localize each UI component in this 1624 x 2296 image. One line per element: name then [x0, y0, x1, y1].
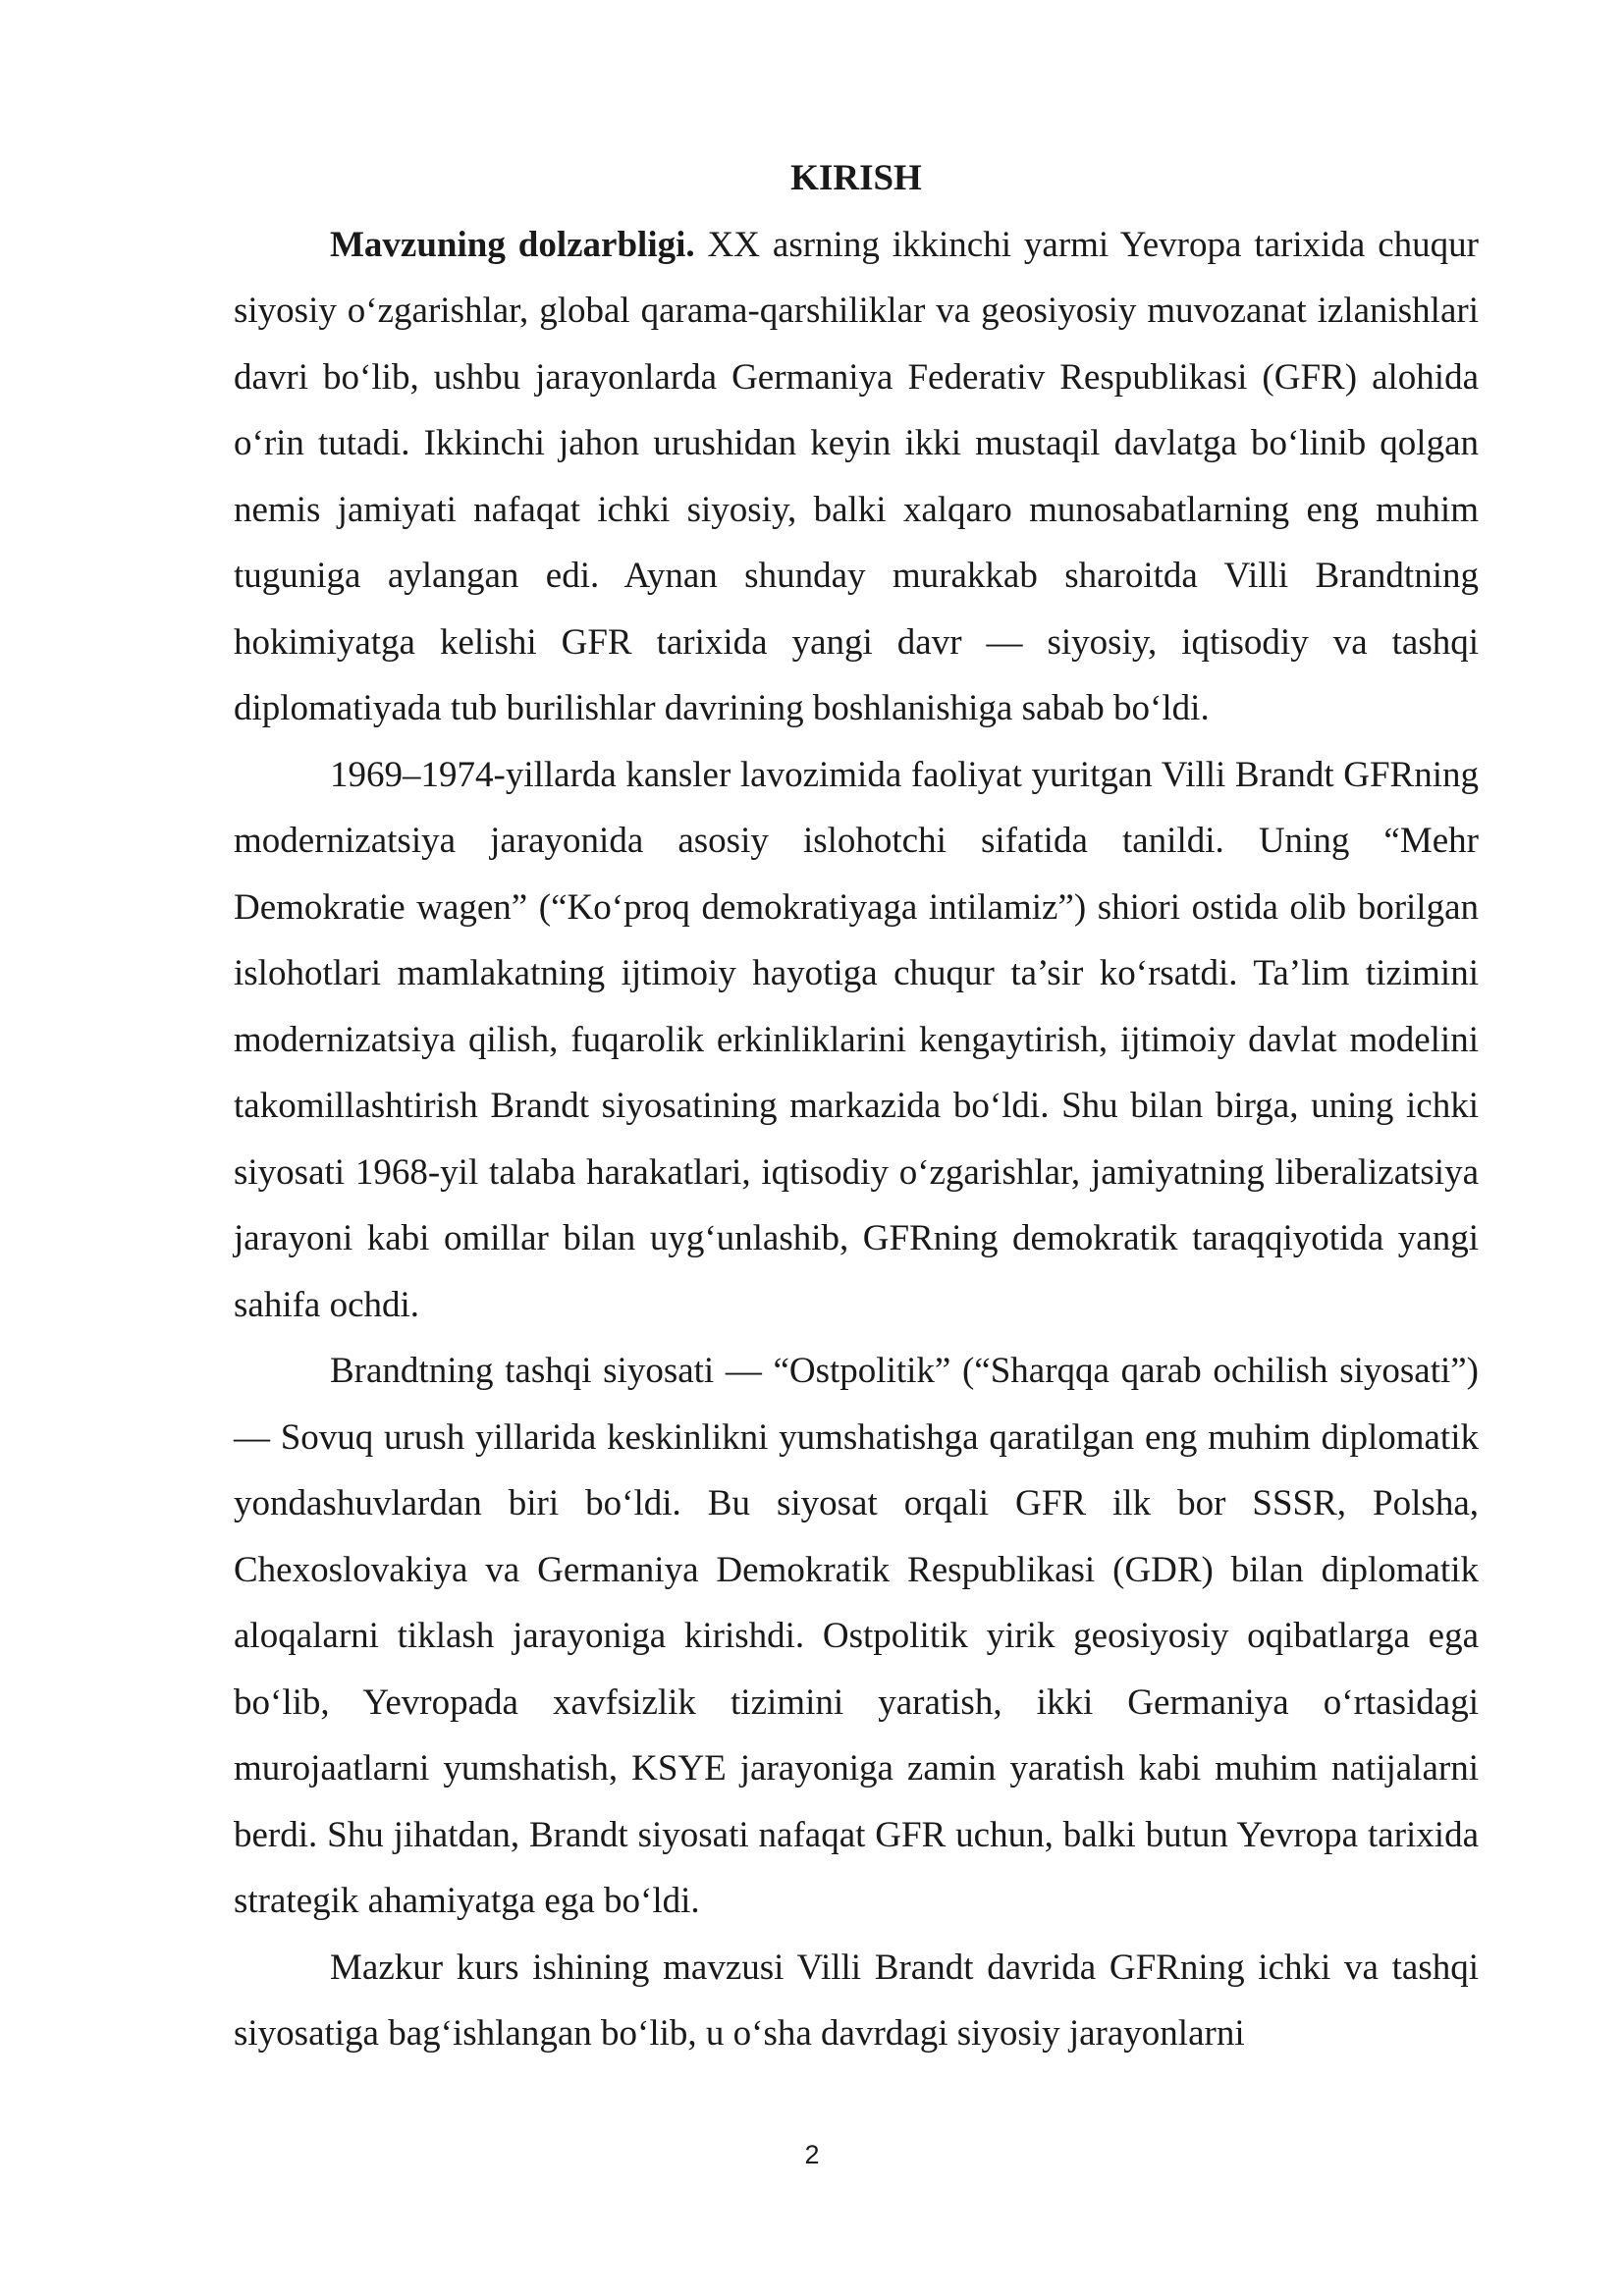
paragraph-topic [234, 1935, 1479, 2067]
paragraph-foreign-policy [234, 1338, 1479, 1935]
paragraph-text: Brandtning tashqi siyosati — “Ostpolitik” (“Sharqqa qarab ochilish siyosati”) — Sovuq urush yillarida keskinlikni yumshatishga qaratilgan eng muhim diplomatik yondashuvlardan biri bo‘ldi. Bu siyosat orqali GFR ilk bor SSSR, Polsha, Chexoslovakiya va Germaniya Demokratik Respublikasi (GDR) bilan diplomatik aloqalarni tiklash jarayoniga kirishdi. Ostpolitik yirik geosiyosiy oqibatlarga ega bo‘lib, Yevropada xavfsizlik tizimini yaratish, ikki Germaniya o‘rtasidagi murojaatlarni yumshatish, KSYE jarayoniga zamin yaratish kabi muhim natijalarni berdi. Shu jihatdan, Brandt siyosati nafaqat GFR uchun, balki butun Yevropa tarixida strategik ahamiyatga ega bo‘ldi. [234, 1351, 1479, 1921]
paragraph-text: 1969–1974-yillarda kansler lavozimida faoliyat yuritgan Villi Brandt GFRning modernizatsiya jarayonida asosiy islohotchi sifatida tanildi. Uning “Mehr Demokratie wagen” (“Ko‘proq demokratiyaga intilamiz”) shiori ostida olib borilgan islohotlari mamlakatning ijtimoiy hayotiga chuqur ta’sir ko‘rsatdi. Ta’lim tizimini modernizatsiya qilish, fuqarolik erkinliklarini kengaytirish, ijtimoiy davlat modelini takomillashtirish Brandt siyosatining markazida bo‘ldi. Shu bilan birga, uning ichki siyosati 1968-yil talaba harakatlari, iqtisodiy o‘zgarishlar, jamiyatning liberalizatsiya jarayoni kabi omillar bilan uyg‘unlashib, GFRning demokratik taraqqiyotida yangi sahifa ochdi. [234, 754, 1479, 1325]
paragraph-text: Mazkur kurs ishining mavzusi Villi Brandt davrida GFRning ichki va tashqi siyosatiga bag‘ishlangan bo‘lib, u o‘sha davrdagi siyosiy jarayonlarni [234, 1947, 1479, 2054]
section-heading: KIRISH [790, 158, 922, 198]
page-content [234, 145, 1479, 2067]
paragraph-lead: Mavzuning dolzarbligi. [330, 224, 695, 265]
paragraph-text: XX asrning ikkinchi yarmi Yevropa tarixida chuqur siyosiy o‘zgarishlar, global qarama-qarshiliklar va geosiyosiy muvozanat izlanishlari davri bo‘lib, ushbu jarayonlarda Germaniya Federativ Respublikasi (GFR) alohida o‘rin tutadi. Ikkinchi jahon urushidan keyin ikki mustaqil davlatga bo‘linib qolgan nemis jamiyati nafaqat ichki siyosiy, balki xalqaro munosabatlarning eng muhim tuguniga aylangan edi. Aynan shunday murakkab sharoitda Villi Brandtning hokimiyatga kelishi GFR tarixida yangi davr — siyosiy, iqtisodiy va tashqi diplomatiyada tub burilishlar davrining boshlanishiga sabab bo‘ldi. [234, 224, 1479, 728]
page-number: 2 [804, 2140, 820, 2169]
paragraph-relevance [234, 212, 1479, 742]
paragraph-domestic-policy [234, 742, 1479, 1339]
